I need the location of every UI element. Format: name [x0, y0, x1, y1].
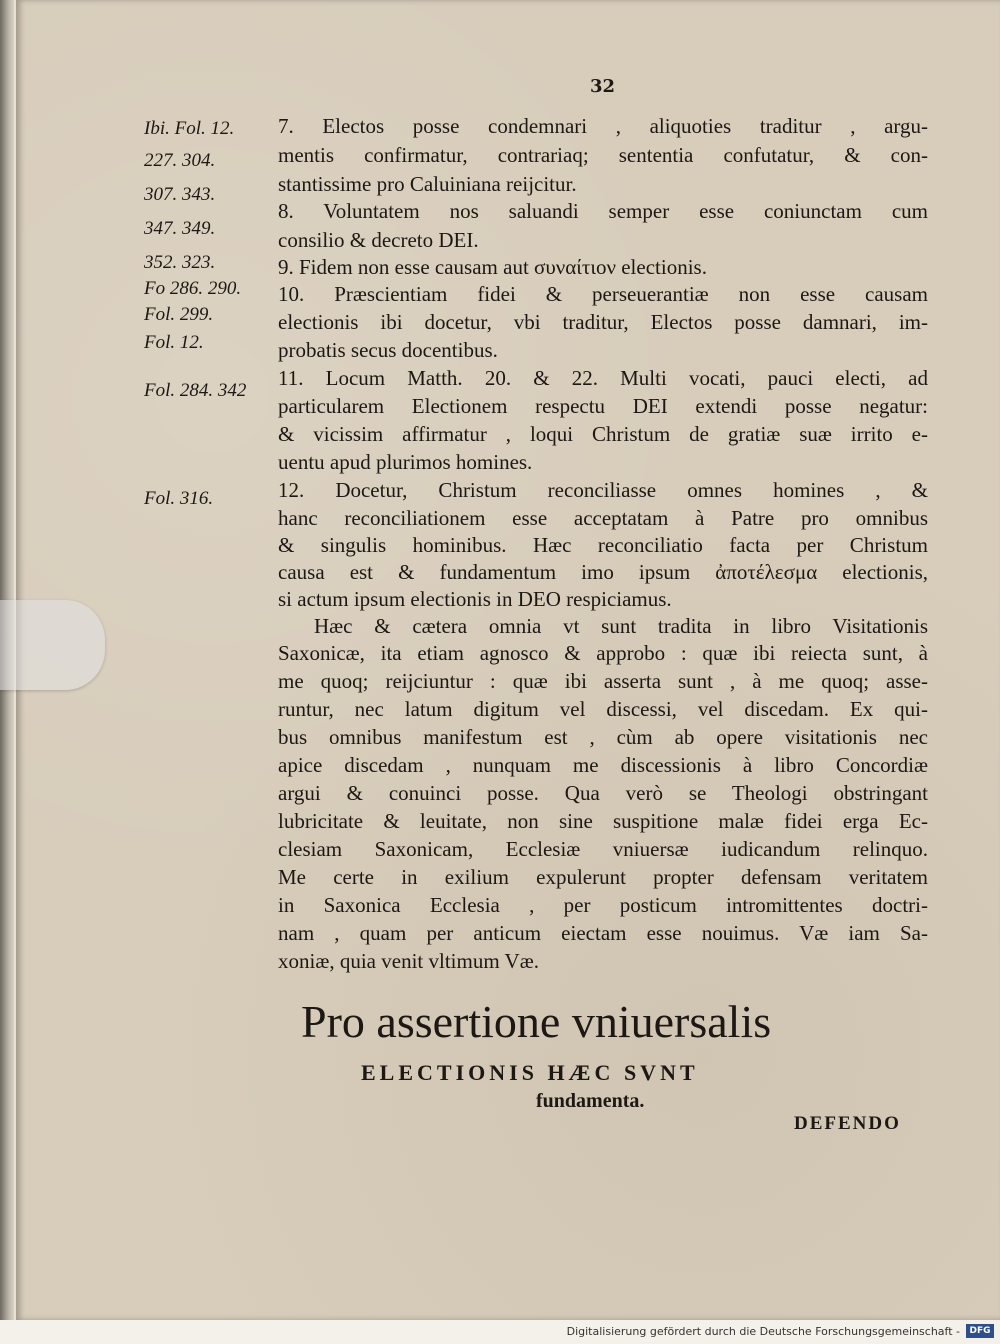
margin-note: 347. 349. [144, 218, 216, 239]
body-line: 10. Præscientiam fidei & perseuerantiæ non esse causam [278, 282, 928, 306]
body-line: 9. Fidem non esse causam aut συναίτιον electionis. [278, 255, 707, 279]
body-line: causa est & fundamentum imo ipsum ἀποτέλεσμα electionis, [278, 560, 928, 584]
body-line: argui & conuinci posse. Qua verò se Theologi obstringant [278, 781, 928, 805]
section-subheading-2: fundamenta. [536, 1090, 645, 1112]
book-page [16, 0, 1000, 1320]
body-line: clesiam Saxonicam, Ecclesiæ vniuersæ iudicandum relinquo. [278, 837, 928, 861]
margin-note: Fol. 299. [144, 304, 214, 325]
body-line: lubricitate & leuitate, non sine suspitione malæ fidei erga Ec- [278, 809, 928, 833]
body-line: consilio & decreto DEI. [278, 228, 479, 252]
margin-note: 307. 343. [144, 184, 216, 205]
margin-note: Fo 286. 290. [144, 278, 242, 299]
body-line: & singulis hominibus. Hæc reconciliatio facta per Christum [278, 533, 928, 557]
body-line: in Saxonica Ecclesia , per posticum intromittentes doctri- [278, 893, 928, 917]
margin-note: Fol. 316. [144, 488, 214, 509]
page-clip-overlay [0, 600, 105, 690]
margin-note: 352. 323. [144, 252, 216, 273]
margin-note: Ibi. Fol. 12. [144, 118, 235, 139]
body-line: stantissime pro Caluiniana reijcitur. [278, 172, 577, 196]
body-line: 12. Docetur, Christum reconciliasse omnes homines , & [278, 478, 928, 502]
margin-note: Fol. 12. [144, 332, 204, 353]
body-line: mentis confirmatur, contrariaq; sententia confutatur, & con- [278, 143, 928, 167]
footer-bar [0, 1320, 1000, 1344]
funding-notice: Digitalisierung gefördert durch die Deutsche Forschungsgemeinschaft - [566, 1325, 960, 1338]
body-line: 8. Voluntatem nos saluandi semper esse coniunctam cum [278, 199, 928, 223]
body-line: Saxonicæ, ita etiam agnosco & approbo : quæ ibi reiecta sunt, à [278, 641, 928, 665]
dfg-logo[interactable]: DFG [966, 1324, 994, 1338]
margin-note: Fol. 284. 342 [144, 380, 247, 401]
body-line: apice discedam , nunquam me discessionis à libro Concordiæ [278, 753, 928, 777]
body-line: xoniæ, quia venit vltimum Væ. [278, 949, 539, 973]
body-line: & vicissim affirmatur , loqui Christum de gratiæ suæ irrito e- [278, 422, 928, 446]
body-line: nam , quam per anticum eiectam esse nouimus. Væ iam Sa- [278, 921, 928, 945]
body-line: probatis secus docentibus. [278, 338, 498, 362]
section-subheading: ELECTIONIS HÆC SVNT [361, 1060, 699, 1085]
body-line: runtur, nec latum digitum vel discessi, vel discedam. Ex qui- [278, 697, 928, 721]
page-number: 32 [590, 76, 616, 97]
body-line: si actum ipsum electionis in DEO respiciamus. [278, 587, 672, 611]
body-line: bus omnibus manifestum est , cùm ab opere visitationis nec [278, 725, 928, 749]
body-line: Me certe in exilium expulerunt propter defensam veritatem [278, 865, 928, 889]
body-line: particularem Electionem respectu DEI extendi posse negatur: [278, 394, 928, 418]
margin-note: 227. 304. [144, 150, 216, 171]
body-line: 11. Locum Matth. 20. & 22. Multi vocati, pauci electi, ad [278, 366, 928, 390]
body-line: electionis ibi docetur, vbi traditur, Electos posse damnari, im- [278, 310, 928, 334]
section-heading: Pro assertione vniuersalis [301, 996, 772, 1047]
body-line: uentu apud plurimos homines. [278, 450, 533, 474]
body-line: hanc reconciliationem esse acceptatam à Patre pro omnibus [278, 506, 928, 530]
body-line: 7. Electos posse condemnari , aliquoties traditur , argu- [278, 114, 928, 138]
body-line: Hæc & cætera omnia vt sunt tradita in libro Visitationis [314, 614, 928, 638]
catchword: DEFENDO [794, 1113, 901, 1134]
body-line: me quoq; reijciuntur : quæ ibi asserta sunt , à me quoq; asse- [278, 669, 928, 693]
